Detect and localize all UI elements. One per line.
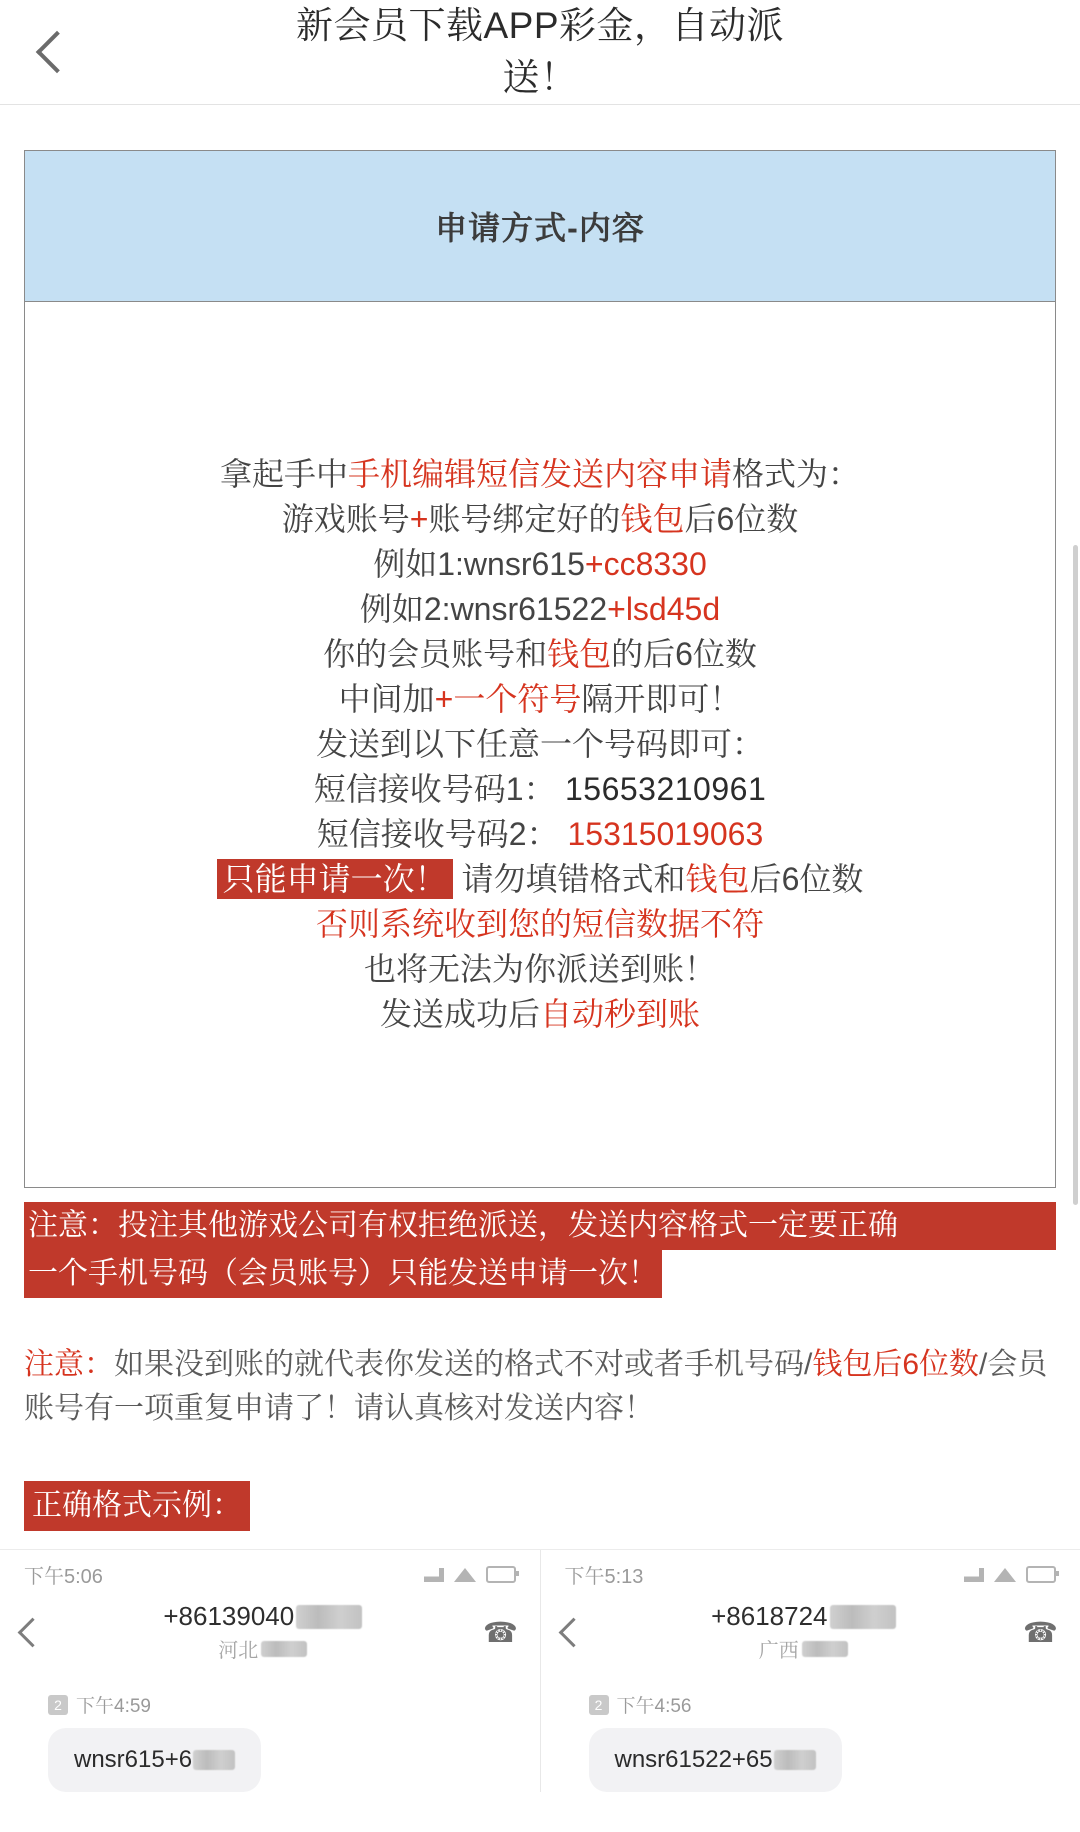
instruction-segment: 钱包 xyxy=(620,501,684,537)
notice-secondary-body-1: 如果没到账的就代表你发送的格式不对或者手机号码/ xyxy=(114,1348,812,1381)
notice-secondary-red-1: 钱包后6位数 xyxy=(812,1348,979,1381)
instruction-panel xyxy=(24,150,1056,1188)
page-header xyxy=(0,0,1080,105)
call-icon[interactable]: ☎ xyxy=(483,1616,518,1649)
example-label-text: 正确格式示例： xyxy=(24,1481,250,1531)
panel-body xyxy=(25,302,1055,1187)
notice-banner-line-2: 一个手机号码（会员账号）只能发送申请一次！ xyxy=(24,1250,662,1298)
page-content xyxy=(0,150,1080,1832)
notice-secondary xyxy=(24,1343,1056,1431)
instruction-segment: 的后6位数 xyxy=(611,636,757,672)
message-meta xyxy=(541,1677,1080,1724)
notice-secondary-body-2: /会员账号有一项重复申请了！请认真核对发送内容！ xyxy=(24,1348,1047,1425)
instruction-segment: 手机编辑短信发送内容申请 xyxy=(348,456,732,492)
instruction-line xyxy=(35,722,1045,767)
instruction-line xyxy=(35,947,1045,992)
instruction-line xyxy=(35,542,1045,587)
chevron-left-icon xyxy=(36,31,78,73)
battery-icon xyxy=(486,1566,516,1583)
redacted-region xyxy=(802,1641,848,1657)
contact-info xyxy=(43,1601,483,1663)
battery-icon xyxy=(1026,1566,1056,1583)
message-bubble xyxy=(589,1728,842,1792)
notice-banner xyxy=(24,1202,1056,1298)
instruction-line xyxy=(35,992,1045,1037)
instruction-line xyxy=(35,812,1045,857)
example-screenshot xyxy=(0,1550,540,1792)
conversation-header xyxy=(0,1595,540,1677)
instruction-segment: 钱包 xyxy=(686,861,750,897)
wifi-icon xyxy=(454,1568,476,1582)
contact-region xyxy=(759,1634,848,1663)
notice-secondary-prefix: 注意： xyxy=(24,1348,114,1381)
signal-icon xyxy=(424,1568,444,1582)
example-screenshot xyxy=(540,1550,1080,1792)
contact-phone-text: +86139040 xyxy=(163,1601,294,1632)
instruction-segment: 短信接收号码1： xyxy=(314,771,556,807)
instruction-line xyxy=(35,857,1045,902)
notice-banner-line-1: 注意：投注其他游戏公司有权拒绝派送，发送内容格式一定要正确 xyxy=(24,1202,1056,1250)
instruction-segment: 发送到以下任意一个号码即可： xyxy=(316,726,764,762)
instruction-line xyxy=(35,902,1045,947)
status-time: 下午5:13 xyxy=(565,1560,644,1589)
contact-phone xyxy=(711,1601,895,1632)
instruction-segment: 例如1:wnsr615 xyxy=(373,546,585,582)
conversation-header xyxy=(541,1595,1080,1677)
back-button[interactable] xyxy=(18,0,88,104)
instruction-segment: 否则系统收到您的短信数据不符 xyxy=(316,906,764,942)
instruction-segment: 发送成功后 xyxy=(380,996,540,1032)
contact-region-text: 河北 xyxy=(218,1634,258,1663)
panel-heading: 申请方式-内容 xyxy=(435,203,645,249)
instruction-segment: 15315019063 xyxy=(559,816,764,852)
status-icons xyxy=(964,1566,1056,1583)
example-screenshots xyxy=(0,1549,1080,1792)
instruction-line xyxy=(35,632,1045,677)
instruction-segment: 只能申请一次！ xyxy=(217,859,453,899)
contact-phone-text: +8618724 xyxy=(711,1601,827,1632)
status-bar xyxy=(541,1550,1080,1595)
example-label xyxy=(24,1481,1056,1531)
instruction-segment: 例如2:wnsr61522 xyxy=(360,591,607,627)
message-meta xyxy=(0,1677,540,1724)
contact-region xyxy=(218,1634,307,1663)
instruction-segment: 你的会员账号和 xyxy=(323,636,547,672)
instruction-line xyxy=(35,587,1045,632)
contact-info xyxy=(584,1601,1024,1663)
wifi-icon xyxy=(994,1568,1016,1582)
instruction-segment: 钱包 xyxy=(547,636,611,672)
status-icons xyxy=(424,1566,516,1583)
page-title: 新会员下载APP彩金，自动派送！ xyxy=(280,0,800,104)
instruction-line xyxy=(35,497,1045,542)
instruction-segment: 自动秒到账 xyxy=(540,996,700,1032)
status-time: 下午5:06 xyxy=(24,1560,103,1589)
contact-region-text: 广西 xyxy=(759,1634,799,1663)
instruction-segment: + xyxy=(410,501,429,537)
instruction-segment: 后6位数 xyxy=(684,501,798,537)
instruction-segment: 游戏账号 xyxy=(282,501,410,537)
panel-header xyxy=(25,151,1055,302)
signal-icon xyxy=(964,1568,984,1582)
contact-phone xyxy=(163,1601,362,1632)
redacted-region xyxy=(261,1641,307,1657)
instruction-segment: 拿起手中 xyxy=(220,456,348,492)
instruction-segment: 中间加 xyxy=(339,681,435,717)
status-bar xyxy=(0,1550,540,1595)
instruction-segment: 请勿填错格式和 xyxy=(453,861,686,897)
message-time: 下午4:56 xyxy=(617,1691,692,1718)
instruction-segment: 账号绑定好的 xyxy=(428,501,620,537)
redacted-wallet-digits xyxy=(193,1750,235,1770)
instruction-segment: +lsd45d xyxy=(607,591,720,627)
message-text: wnsr615+6 xyxy=(74,1746,192,1774)
instruction-line xyxy=(35,677,1045,722)
call-icon[interactable]: ☎ xyxy=(1023,1616,1058,1649)
scrollbar[interactable] xyxy=(1073,545,1078,1205)
instruction-line xyxy=(35,767,1045,812)
instruction-line xyxy=(35,452,1045,497)
message-text: wnsr61522+65 xyxy=(615,1746,773,1774)
message-badge: 2 xyxy=(589,1695,609,1715)
message-badge: 2 xyxy=(48,1695,68,1715)
instruction-segment: +一个符号 xyxy=(435,681,582,717)
instruction-segment: 后6位数 xyxy=(750,861,864,897)
instruction-segment: +cc8330 xyxy=(585,546,707,582)
instruction-segment: 隔开即可！ xyxy=(581,681,741,717)
redacted-wallet-digits xyxy=(774,1750,816,1770)
message-time: 下午4:59 xyxy=(76,1691,151,1718)
instruction-segment: 也将无法为你派送到账！ xyxy=(364,951,716,987)
instruction-segment: 15653210961 xyxy=(556,771,767,807)
message-bubble xyxy=(48,1728,261,1792)
instruction-segment: 格式为： xyxy=(732,456,860,492)
redacted-phone-digits xyxy=(296,1605,362,1629)
redacted-phone-digits xyxy=(830,1605,896,1629)
instruction-segment: 短信接收号码2： xyxy=(317,816,559,852)
